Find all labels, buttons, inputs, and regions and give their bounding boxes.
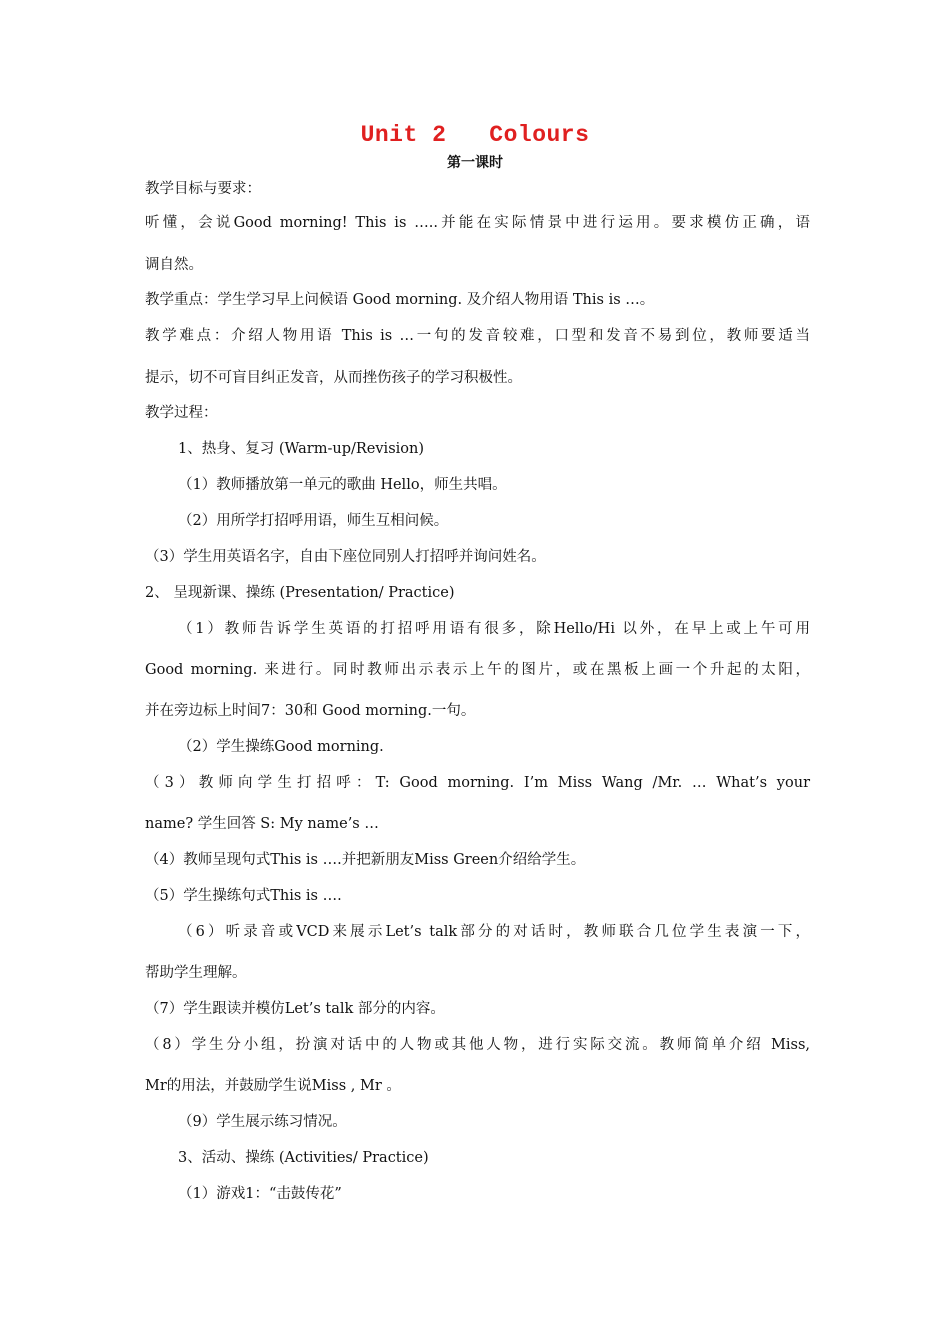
list-item: （5）学生操练句式This is …. [145,888,342,904]
paragraph-line: 提示，切不可盲目纠正发音，从而挫伤孩子的学习积极性。 [145,370,522,386]
paragraph-line: 听懂，会说Good morning! This is …..并能在实际情景中进行运用。要求模仿正确，语 [145,215,810,231]
paragraph-line: Good morning. 来进行。同时教师出示表示上午的图片，或在黑板上画一个升起的太阳， [145,662,810,678]
list-item: （8）学生分小组，扮演对话中的人物或其他人物，进行实际交流。教师简单介绍 Miss, [145,1037,810,1053]
list-item: （1）教师播放第一单元的歌曲 Hello，师生共唱。 [178,477,507,493]
paragraph-line-difficulties: 教学难点：介绍人物用语 This is …一句的发音较难，口型和发音不易到位，教师要适当 [145,328,810,344]
paragraph-line-key-points: 教学重点：学生学习早上问候语 Good morning. 及介绍人物用语 This is …。 [145,292,655,308]
page-title: Unit 2 Colours [360,122,590,148]
list-item: （9）学生展示练习情况。 [178,1114,347,1130]
list-item: （1）游戏1：“击鼓传花” [178,1186,342,1202]
list-item: （3）教师向学生打招呼：T: Good morning. I’m Miss Wang /Mr. … What’s your [145,775,810,791]
list-item: （2）学生操练Good morning. [178,739,384,755]
paragraph-line: 帮助学生理解。 [145,965,247,981]
list-item: （6）听录音或VCD来展示Let’s talk部分的对话时，教师联合几位学生表演一下， [178,924,810,940]
list-item: （2）用所学打招呼用语，师生互相问候。 [178,513,449,529]
step-heading: 2、 呈现新课、操练 (Presentation/ Practice) [145,585,455,601]
paragraph-line: 并在旁边标上时间7：30和 Good morning.一句。 [145,703,476,719]
list-item: （4）教师呈现句式This is ….并把新朋友Miss Green介绍给学生。 [145,852,586,868]
list-item: （1）教师告诉学生英语的打招呼用语有很多，除Hello/Hi 以外，在早上或上午可用 [178,621,810,637]
paragraph-line: Mr的用法，并鼓励学生说Miss , Mr 。 [145,1078,401,1094]
section-heading-objectives: 教学目标与要求： [145,181,261,197]
list-item: （7）学生跟读并模仿Let’s talk 部分的内容。 [145,1001,445,1017]
section-heading-process: 教学过程： [145,405,218,421]
list-item: （3）学生用英语名字，自由下座位同别人打招呼并询问姓名。 [145,549,546,565]
page-subtitle: 第一课时 [447,155,503,171]
step-heading: 3、活动、操练 (Activities/ Practice) [178,1150,429,1166]
paragraph-line: 调自然。 [145,257,203,273]
paragraph-line: name? 学生回答 S: My name’s … [145,816,379,832]
step-heading: 1、热身、复习 (Warm-up/Revision) [178,441,424,457]
